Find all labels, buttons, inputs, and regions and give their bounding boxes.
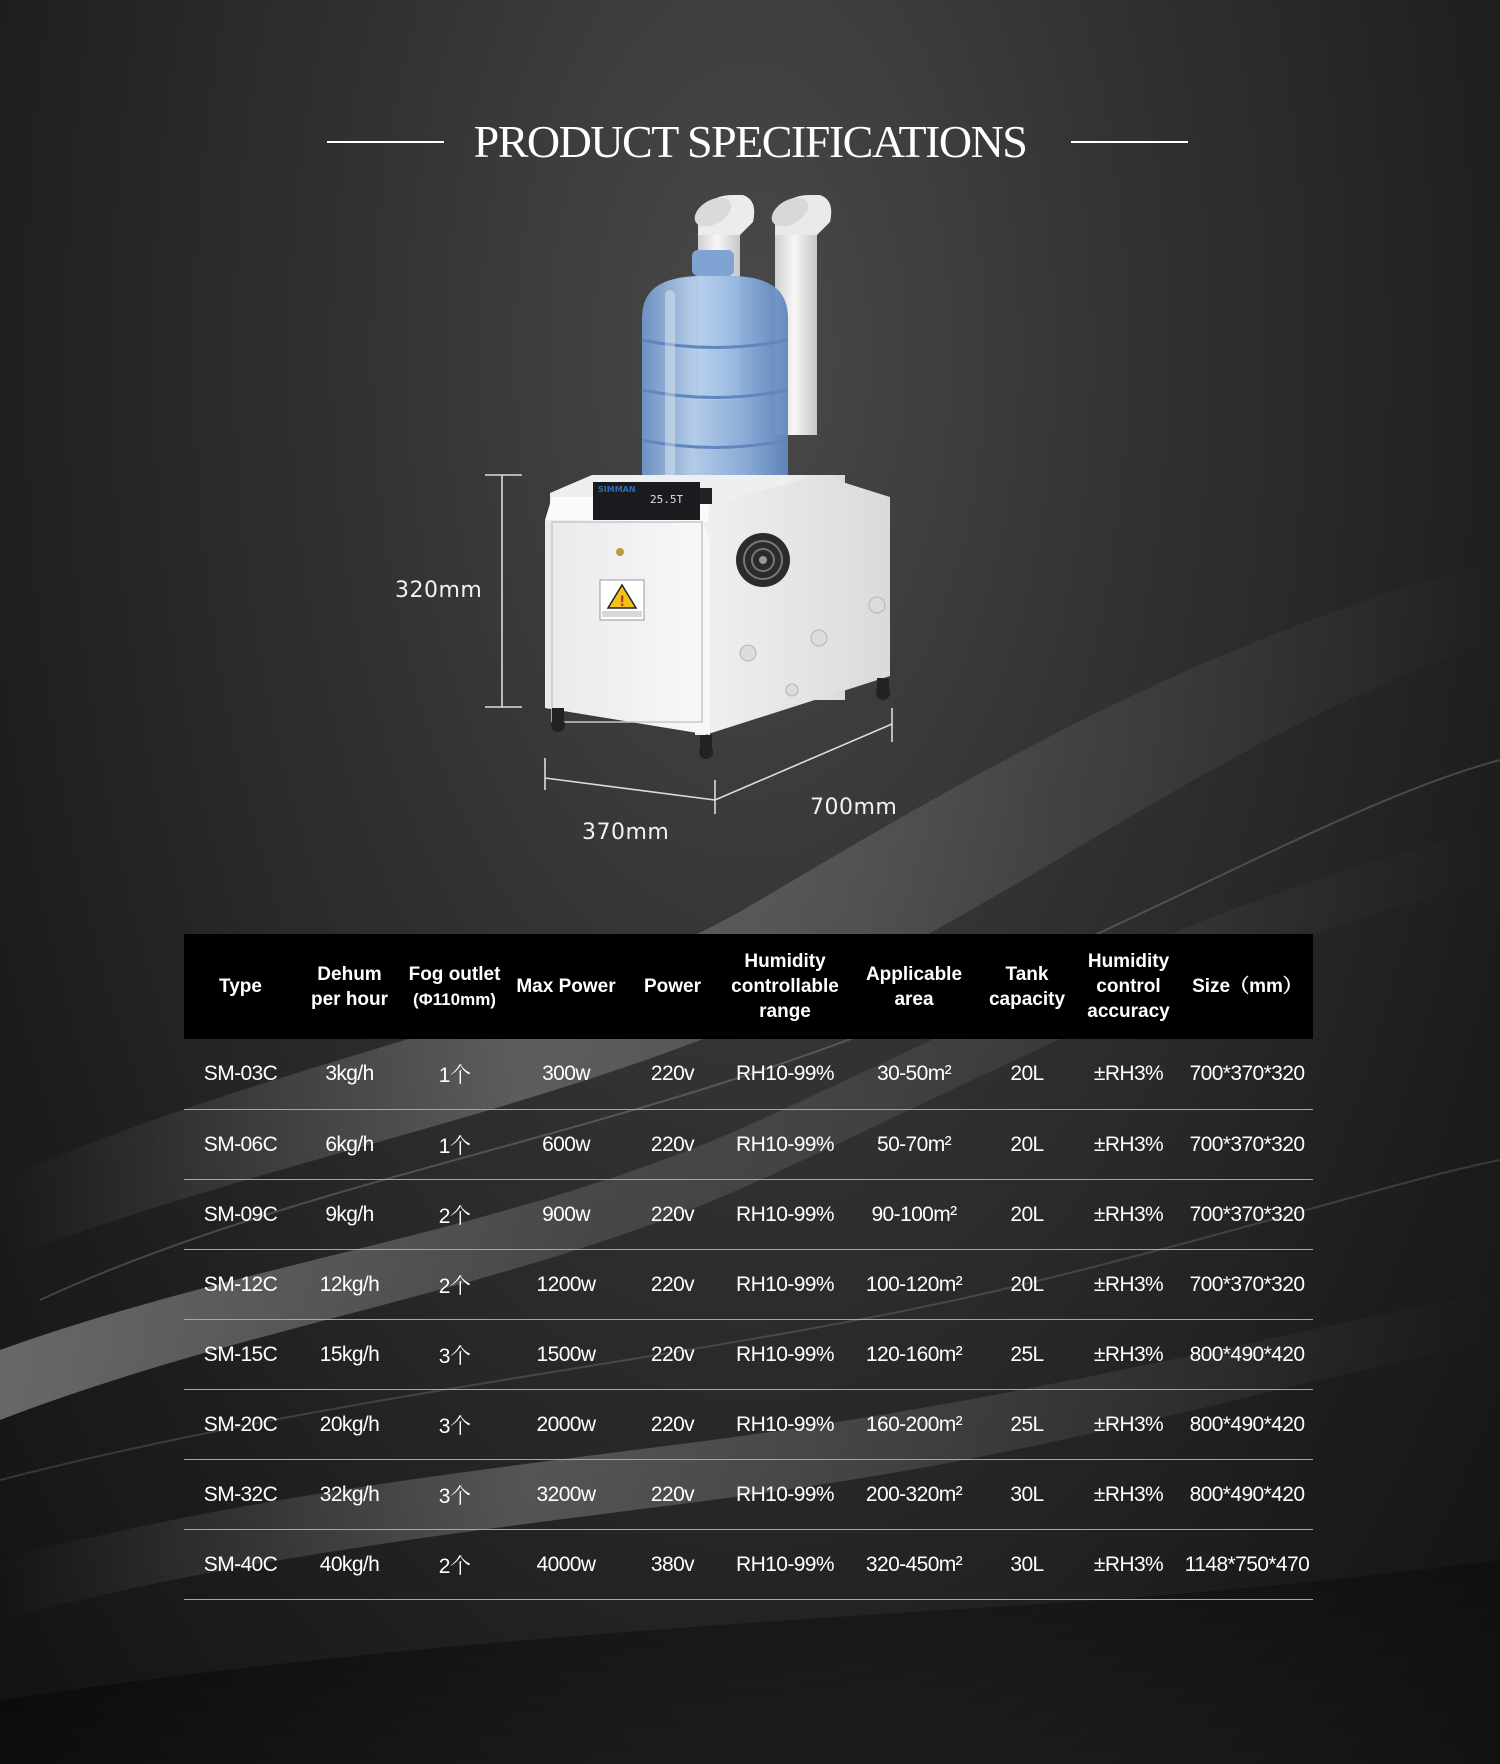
cell-fog-outlet [402,1180,507,1250]
cell-text: 20L [1010,1062,1044,1085]
cell-power [625,1530,720,1600]
column-header-text: accuracy [1087,1001,1170,1022]
cell-text: 20L [1010,1202,1044,1226]
cell-text: 120-160 [865,1342,939,1366]
cell-text: SM-09C [203,1202,278,1226]
cell-power [625,1390,720,1460]
cell-text: RH10-99% [736,1412,834,1436]
cell-text: 30-50 [876,1062,928,1085]
cell-power [625,1039,720,1110]
cell-text: 6kg/h [325,1132,374,1156]
machine-body [545,475,890,759]
column-header-size [1181,934,1313,1039]
cell-tank [978,1180,1076,1250]
cell-text: 700*370*320 [1189,1202,1305,1226]
column-header-accuracy [1076,934,1181,1039]
cell-area [850,1180,978,1250]
cell-power [625,1460,720,1530]
table-row [184,1250,1313,1320]
cell-max-power [507,1110,625,1180]
section-header [0,112,1500,172]
page-title: PRODUCT SPECIFICATIONS [473,116,1027,167]
cell-text: RH10-99% [736,1202,834,1226]
cell-dehum [297,1110,402,1180]
column-header-text: Size（mm） [1192,976,1302,997]
cell-dehum [297,1250,402,1320]
cell-accuracy [1076,1039,1181,1110]
cell-type [184,1039,297,1110]
cell-text: 1个 [438,1064,471,1087]
area-unit: m² [938,1342,963,1366]
column-header-text: (Φ110mm) [413,989,496,1009]
cell-text: 20kg/h [319,1412,380,1436]
cell-area [850,1530,978,1600]
column-header-dehum [297,934,402,1039]
cell-humidity-range [720,1039,850,1110]
cell-tank [978,1250,1076,1320]
cell-text: SM-20C [203,1412,278,1436]
cell-humidity-range [720,1250,850,1320]
column-header-text: Max Power [516,976,616,997]
cell-tank [978,1110,1076,1180]
cell-text: 1200w [536,1272,596,1296]
cell-max-power [507,1530,625,1600]
cell-text: 12kg/h [319,1272,380,1296]
cell-text: 320-450 [865,1552,939,1576]
area-unit: m² [938,1482,963,1506]
table-row [184,1039,1313,1110]
cell-text: 160-200 [865,1412,939,1436]
cell-text: ±RH3% [1093,1342,1164,1366]
cell-text: 100-120 [865,1272,939,1296]
column-header-text: Dehum [317,963,382,985]
cell-type [184,1530,297,1600]
cell-text: 600w [542,1132,590,1156]
cell-text: SM-03C [203,1062,278,1085]
cell-dehum [297,1039,402,1110]
table-row [184,1180,1313,1250]
cell-text: 800*490*420 [1189,1412,1305,1436]
cell-text: 700*370*320 [1189,1132,1305,1156]
cell-text: 2个 [438,1274,471,1298]
cell-max-power [507,1039,625,1110]
cell-power [625,1250,720,1320]
cell-text: SM-40C [203,1552,278,1576]
cell-text: 2个 [438,1204,471,1228]
column-header-text: Humidity [744,951,826,972]
column-header-text: control [1096,976,1161,997]
cell-humidity-range [720,1460,850,1530]
cell-type [184,1110,297,1180]
title-divider-right [1071,141,1188,143]
cell-text: 800*490*420 [1189,1482,1305,1506]
cell-power [625,1180,720,1250]
column-header-text: Applicable [865,963,963,985]
cell-size [1181,1250,1313,1320]
table-body [184,1039,1313,1600]
cell-text: 700*370*320 [1189,1062,1305,1085]
cell-area [850,1460,978,1530]
table-row [184,1110,1313,1180]
cell-tank [978,1039,1076,1110]
cell-text: 1个 [438,1134,471,1158]
cell-text: 30L [1010,1552,1044,1576]
cell-text: 700*370*320 [1189,1272,1305,1296]
column-header-text: capacity [988,988,1066,1010]
area-unit: m² [927,1062,951,1085]
cell-text: 30L [1010,1482,1044,1506]
cell-text: 800*490*420 [1189,1342,1305,1366]
cell-area [850,1039,978,1110]
cell-accuracy [1076,1530,1181,1600]
cell-text: 20L [1010,1272,1044,1296]
column-header-text: controllable [731,976,839,997]
cell-text: 220v [650,1132,695,1156]
cell-humidity-range [720,1320,850,1390]
cell-text: RH10-99% [736,1272,834,1296]
cell-humidity-range [720,1110,850,1180]
cell-area [850,1320,978,1390]
cell-dehum [297,1320,402,1390]
cell-text: ±RH3% [1093,1412,1164,1436]
cell-max-power [507,1180,625,1250]
cell-accuracy [1076,1250,1181,1320]
cell-text: 900w [542,1202,590,1226]
cell-text: ±RH3% [1093,1202,1164,1226]
column-header-power [625,934,720,1039]
cell-text: RH10-99% [736,1552,834,1576]
column-header-humidity-range [720,934,850,1039]
product-image [380,190,940,850]
cell-max-power [507,1390,625,1460]
cell-size [1181,1530,1313,1600]
cell-text: 220v [650,1272,695,1296]
cell-text: SM-12C [203,1272,278,1296]
cell-text: 9kg/h [325,1202,374,1226]
cell-accuracy [1076,1390,1181,1460]
cell-fog-outlet [402,1250,507,1320]
cell-tank [978,1530,1076,1600]
column-header-text: range [759,1001,811,1022]
cell-text: 220v [650,1062,695,1085]
column-header-text: Tank [1005,963,1049,985]
cell-size [1181,1039,1313,1110]
cell-text: 220v [650,1342,695,1366]
cell-area [850,1250,978,1320]
column-header-text: Humidity [1087,951,1170,972]
table-row [184,1460,1313,1530]
cell-text: 50-70 [876,1132,928,1156]
cell-size [1181,1110,1313,1180]
height-dimension-label: 320mm [395,578,483,603]
cell-text: RH10-99% [736,1062,834,1085]
cell-tank [978,1390,1076,1460]
area-unit: m² [938,1552,963,1576]
cell-text: 220v [650,1482,695,1506]
brand-logo-text: SIMMAN [598,485,636,494]
cell-text: 2个 [438,1554,471,1578]
cell-accuracy [1076,1460,1181,1530]
cell-text: RH10-99% [736,1132,834,1156]
cell-text: ±RH3% [1093,1062,1164,1085]
cell-text: 3kg/h [325,1062,374,1085]
cell-text: 4000w [536,1552,596,1576]
cell-text: 32kg/h [319,1482,380,1506]
cell-max-power [507,1460,625,1530]
column-header-text: Power [643,976,702,997]
cell-text: SM-32C [203,1482,278,1506]
cell-text: 380v [650,1552,695,1576]
cell-type [184,1250,297,1320]
svg-text:!: ! [619,594,626,610]
cell-fog-outlet [402,1320,507,1390]
cell-fog-outlet [402,1530,507,1600]
cell-dehum [297,1390,402,1460]
column-header-text: area [894,988,934,1010]
cell-power [625,1320,720,1390]
column-header-fog-outlet [402,934,507,1039]
cell-text: RH10-99% [736,1342,834,1366]
column-header-area [850,934,978,1039]
cell-text: 3个 [438,1414,471,1438]
table-row [184,1320,1313,1390]
cell-fog-outlet [402,1460,507,1530]
column-header-text: Fog outlet [408,963,501,985]
cell-type [184,1320,297,1390]
cell-type [184,1460,297,1530]
cell-type [184,1180,297,1250]
cell-text: 3个 [438,1344,471,1368]
cell-text: ±RH3% [1093,1482,1164,1506]
table-row [184,1530,1313,1600]
cell-text: 220v [650,1412,695,1436]
cell-humidity-range [720,1390,850,1460]
cell-text: 300w [542,1062,590,1085]
cell-text: 25L [1010,1342,1044,1366]
cell-accuracy [1076,1320,1181,1390]
cell-area [850,1110,978,1180]
area-unit: m² [933,1202,957,1226]
cell-accuracy [1076,1110,1181,1180]
cell-dehum [297,1460,402,1530]
cell-dehum [297,1530,402,1600]
cell-size [1181,1460,1313,1530]
cell-text: SM-15C [203,1342,278,1366]
width-dimension-label: 700mm [810,795,898,820]
cell-text: 40kg/h [319,1552,380,1576]
cell-accuracy [1076,1180,1181,1250]
column-header-text: per hour [310,988,389,1010]
column-header-tank [978,934,1076,1039]
display-readout: 25.5T [650,493,684,506]
water-bottle [642,250,788,502]
cell-type [184,1390,297,1460]
cell-fog-outlet [402,1039,507,1110]
area-unit: m² [938,1412,963,1436]
cell-text: 90-100 [871,1202,934,1226]
cell-area [850,1390,978,1460]
spec-table [184,934,1313,1600]
cell-size [1181,1180,1313,1250]
cell-text: ±RH3% [1093,1132,1164,1156]
cell-text: 220v [650,1202,695,1226]
table-row [184,1390,1313,1460]
cell-text: 2000w [536,1412,596,1436]
cell-text: 1148*750*470 [1184,1552,1310,1576]
cell-humidity-range [720,1180,850,1250]
column-header-max-power [507,934,625,1039]
cell-fog-outlet [402,1110,507,1180]
cell-text: 3个 [438,1484,471,1508]
cell-text: 20L [1010,1132,1044,1156]
cell-text: 3200w [536,1482,596,1506]
cell-text: 1500w [536,1342,596,1366]
cell-max-power [507,1250,625,1320]
column-header-text: Type [219,976,262,997]
depth-dimension-label: 370mm [582,820,670,845]
cell-text: ±RH3% [1093,1552,1164,1576]
cell-size [1181,1320,1313,1390]
cell-tank [978,1460,1076,1530]
cell-tank [978,1320,1076,1390]
area-unit: m² [938,1272,963,1296]
cell-text: 15kg/h [319,1342,380,1366]
cell-humidity-range [720,1530,850,1600]
column-header-type [184,934,297,1039]
cell-size [1181,1390,1313,1460]
cell-max-power [507,1320,625,1390]
cell-text: ±RH3% [1093,1272,1164,1296]
cell-text: 200-320 [865,1482,939,1506]
table-header-row [184,934,1313,1039]
cell-text: SM-06C [203,1132,278,1156]
area-unit: m² [927,1132,951,1156]
cell-text: 25L [1010,1412,1044,1436]
cell-text: RH10-99% [736,1482,834,1506]
cell-power [625,1110,720,1180]
cell-fog-outlet [402,1390,507,1460]
cell-dehum [297,1180,402,1250]
